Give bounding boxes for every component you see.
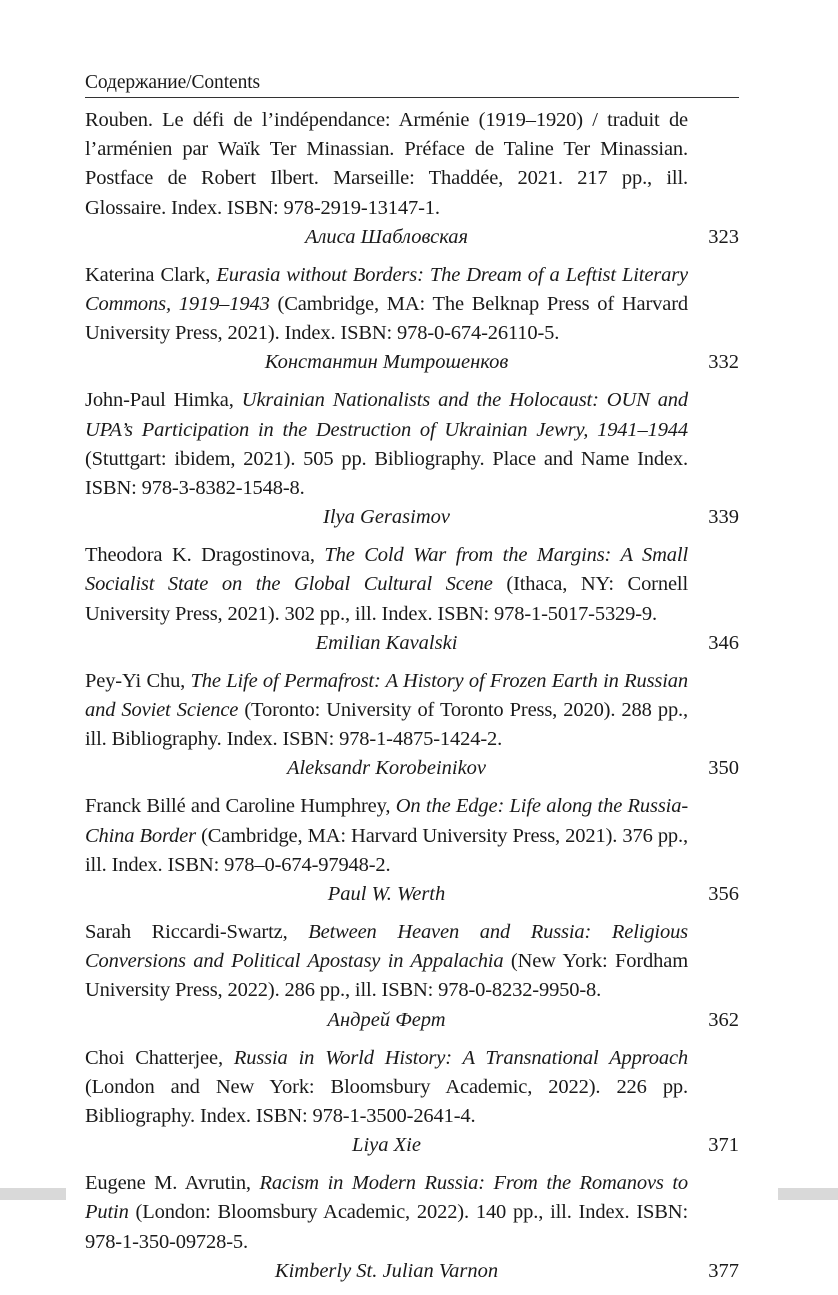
page-number[interactable]: 323 — [708, 225, 739, 248]
author-name: Katerina Clark, — [85, 263, 217, 286]
publication-details: (Stuttgart: ibidem, 2021). 505 pp. Bibliography. Place and Name Index. ISBN: 978-3-8382-1548-8. — [85, 447, 688, 500]
reviewer-line — [85, 223, 739, 252]
author-name: Choi Chatterjee, — [85, 1046, 234, 1069]
book-title: The Cold War from the Margins: A Small Socialist State on the Global Cultural Scene — [85, 544, 688, 596]
contents-entry — [85, 918, 739, 1035]
book-title: Between Heaven and Russia: Religious Conversions and Political Apostasy in Appalachia — [85, 921, 688, 973]
author-name: Theodora K. Dragostinova, — [85, 544, 325, 567]
author-name: John-Paul Himka, — [85, 389, 242, 412]
book-title: Russia in World History: A Transnational Approach — [233, 1046, 688, 1069]
contents-entry — [85, 261, 739, 378]
running-head: Содержание/Contents — [85, 72, 261, 93]
page-number[interactable]: 377 — [708, 1259, 739, 1282]
reviewer-name: Константин Митрошенков — [264, 351, 509, 374]
reviewer-line — [85, 1006, 739, 1035]
scan-edge-right — [778, 1188, 838, 1200]
contents-entry — [85, 386, 739, 532]
citation — [85, 261, 688, 349]
page-number[interactable]: 371 — [708, 1134, 739, 1157]
citation — [85, 918, 688, 1006]
scan-edge-left — [0, 1188, 66, 1200]
reviewer-line — [85, 1257, 739, 1286]
publication-details: (London and New York: Bloomsbury Academic, 2022). 226 pp. Bibliography. Index. ISBN: 978-1-3500-2641-4. — [85, 1075, 688, 1128]
book-title: Racism in Modern Russia: From the Romanovs to Putin — [85, 1172, 688, 1224]
citation — [85, 667, 688, 755]
reviewer-line — [85, 1131, 739, 1160]
reviewer-name: Алиса Шабловская — [304, 225, 469, 248]
citation — [85, 1169, 688, 1257]
author-name: Eugene M. Avrutin, — [85, 1172, 260, 1195]
reviewer-name: Aleksandr Korobeinikov — [286, 757, 487, 780]
reviewer-name: Paul W. Werth — [327, 883, 446, 906]
page-number[interactable]: 339 — [708, 506, 739, 529]
reviewer-name: Андрей Ферт — [327, 1008, 446, 1031]
contents-entry — [85, 792, 739, 909]
reviewer-line — [85, 503, 739, 532]
publication-details: (London: Bloomsbury Academic, 2022). 140 pp., ill. Index. ISBN: 978-1-350-09728-5. — [85, 1201, 688, 1253]
contents-entry — [85, 667, 739, 784]
citation — [85, 1044, 688, 1132]
reviewer-line — [85, 880, 739, 909]
reviewer-name: Emilian Kavalski — [315, 631, 458, 654]
page-number[interactable]: 332 — [708, 351, 739, 374]
page-number[interactable]: 346 — [708, 631, 739, 654]
author-name: Franck Billé and Caroline Humphrey, — [85, 795, 396, 818]
page-number[interactable]: 362 — [708, 1008, 739, 1031]
citation — [85, 541, 688, 629]
contents-list — [85, 106, 739, 1295]
author-name: Sarah Riccardi-Swartz, — [85, 921, 309, 944]
publication-details: (Cambridge, MA: The Belknap Press of Harvard University Press, 2021). Index. ISBN: 978-0-674-26110-5. — [85, 293, 688, 345]
reviewer-line — [85, 348, 739, 377]
publication-details: (Toronto: University of Toronto Press, 2020). 288 pp., ill. Bibliography. Index. ISBN: 978-1-4875-1424-2. — [85, 699, 688, 751]
book-title: Eurasia without Borders: The Dream of a Leftist Literary Commons, 1919–1943 — [85, 263, 688, 316]
contents-entry — [85, 1044, 739, 1161]
reviewer-line — [85, 629, 739, 658]
header-rule — [85, 97, 739, 98]
page-number[interactable]: 356 — [708, 883, 739, 906]
book-title: The Life of Permafrost: A History of Frozen Earth in Russian and Soviet Science — [85, 669, 688, 722]
citation-text: Rouben. Le défi de l’indépendance: Arménie (1919–1920) / traduit de l’arménien par Waïk Ter Minassian. Préface de Taline Ter Minassian. Postface de Robert Ilbert. Marseille: Thaddée, 2021. 217 pp., ill. Glossaire. Index. ISBN: 978-2919-13147-1. — [85, 109, 688, 219]
reviewer-name: Kimberly St. Julian Varnon — [274, 1259, 499, 1282]
book-title: Ukrainian Nationalists and the Holocaust: OUN and UPA’s Participation in the Destruction of Ukrainian Jewry, 1941–1944 — [85, 389, 688, 441]
publication-details: (Ithaca, NY: Cornell University Press, 2021). 302 pp., ill. Index. ISBN: 978-1-5017-5329-9. — [85, 573, 688, 625]
page-number[interactable]: 350 — [708, 757, 739, 780]
contents-entry — [85, 1169, 739, 1286]
citation — [85, 386, 688, 503]
author-name: Pey-Yi Chu, — [85, 669, 191, 692]
contents-entry — [85, 106, 739, 252]
reviewer-name: Liya Xie — [352, 1134, 421, 1157]
citation — [85, 106, 688, 223]
reviewer-name: Ilya Gerasimov — [323, 506, 450, 529]
citation — [85, 792, 688, 880]
publication-details: (New York: Fordham University Press, 2022). 286 pp., ill. ISBN: 978-0-8232-9950-8. — [85, 950, 688, 1002]
publication-details: (Cambridge, MA: Harvard University Press, 2021). 376 pp., ill. Index. ISBN: 978–0-674-97948-2. — [85, 824, 688, 876]
contents-entry — [85, 541, 739, 658]
book-title: On the Edge: Life along the Russia-China Border — [85, 795, 688, 847]
reviewer-line — [85, 754, 739, 783]
